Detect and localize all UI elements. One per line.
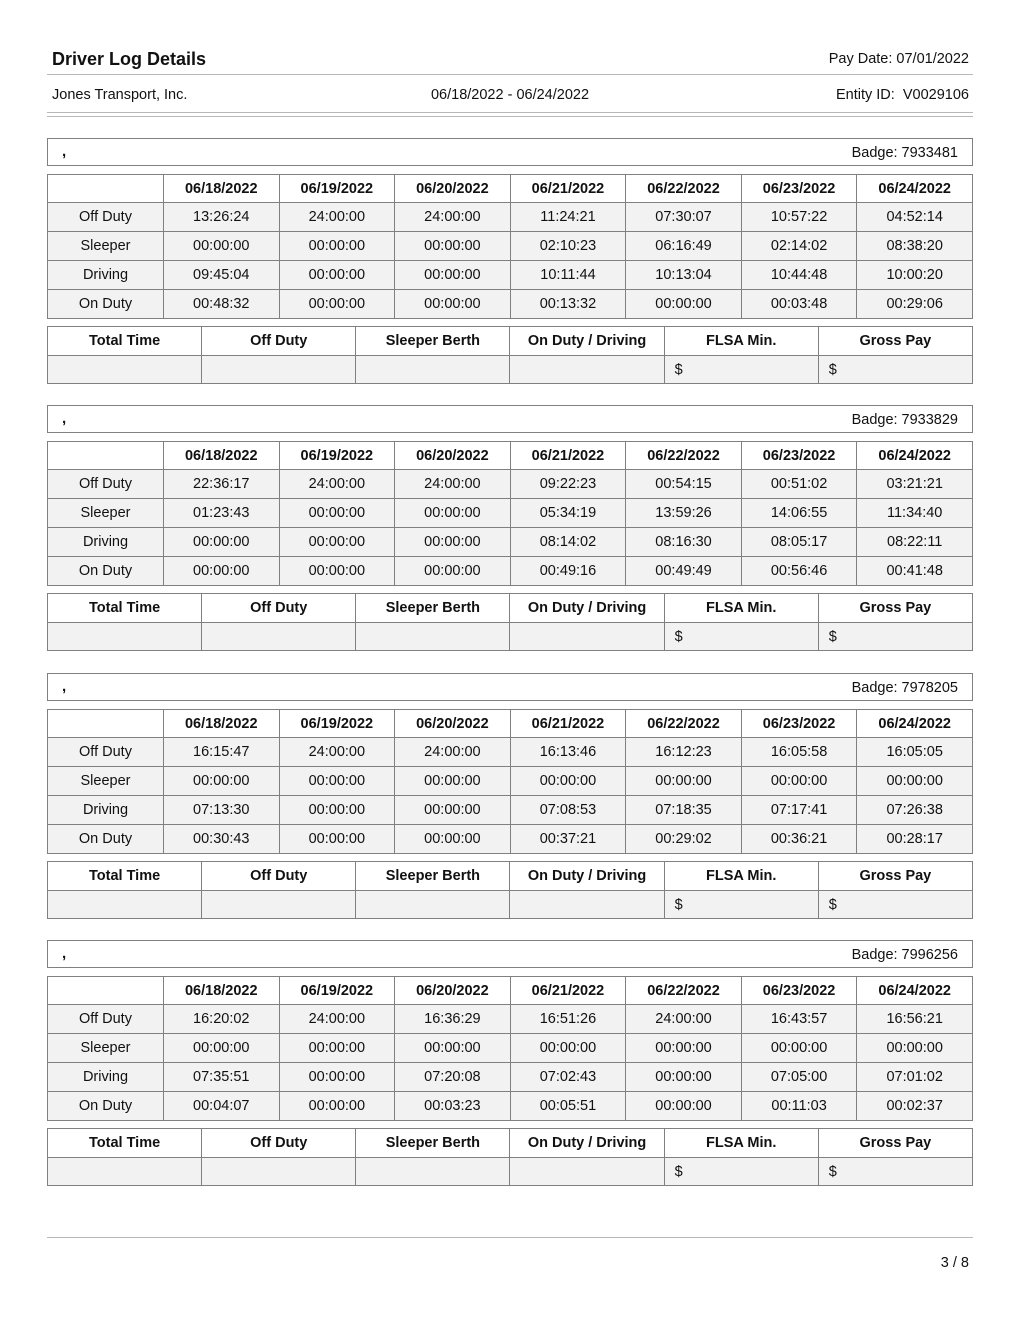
totals-cell: [510, 623, 664, 651]
time-cell: 01:23:43: [164, 499, 280, 528]
duty-status-label: Off Duty: [48, 738, 164, 767]
company-name: Jones Transport, Inc.: [52, 87, 188, 103]
report-subheader: [47, 74, 973, 112]
driver-header: [47, 405, 973, 433]
time-cell: 00:00:00: [857, 767, 973, 796]
pay-date-value: 07/01/2022: [896, 51, 969, 67]
totals-cell: $: [818, 623, 972, 651]
time-cell: 00:13:32: [510, 290, 626, 319]
time-cell: 07:05:00: [741, 1063, 857, 1092]
page-number: 3 / 8: [940, 1255, 969, 1271]
time-cell: 00:02:37: [857, 1092, 973, 1121]
table-row: [48, 1063, 973, 1092]
time-cell: 00:05:51: [510, 1092, 626, 1121]
time-cell: 00:49:16: [510, 557, 626, 586]
totals-header: Total Time: [48, 862, 202, 891]
totals-table: [47, 1128, 973, 1186]
time-cell: 00:00:00: [395, 767, 511, 796]
time-cell: 24:00:00: [395, 738, 511, 767]
totals-header: Gross Pay: [818, 862, 972, 891]
time-cell: 09:45:04: [164, 261, 280, 290]
totals-cell: $: [664, 356, 818, 384]
table-row: [48, 1034, 973, 1063]
totals-cell: [510, 1158, 664, 1186]
table-row: [48, 528, 973, 557]
date-header: 06/24/2022: [857, 977, 973, 1005]
time-cell: 06:16:49: [626, 232, 742, 261]
time-cell: 03:21:21: [857, 470, 973, 499]
table-row: [48, 232, 973, 261]
table-row: [48, 557, 973, 586]
pay-date: [829, 51, 969, 67]
badge-number: 7933829: [901, 412, 958, 428]
time-cell: 00:00:00: [741, 767, 857, 796]
driver-section: [47, 138, 973, 384]
time-cell: 24:00:00: [279, 1005, 395, 1034]
totals-row: [48, 356, 973, 384]
duty-status-label: Off Duty: [48, 203, 164, 232]
driver-header: [47, 673, 973, 701]
time-cell: 00:29:06: [857, 290, 973, 319]
time-cell: 11:24:21: [510, 203, 626, 232]
time-cell: 00:00:00: [626, 1034, 742, 1063]
table-header-row: [48, 175, 973, 203]
time-cell: 07:17:41: [741, 796, 857, 825]
date-header: 06/21/2022: [510, 442, 626, 470]
driver-header: [47, 940, 973, 968]
time-cell: 10:57:22: [741, 203, 857, 232]
totals-header: Off Duty: [202, 1129, 356, 1158]
time-cell: 13:59:26: [626, 499, 742, 528]
time-cell: 07:26:38: [857, 796, 973, 825]
time-cell: 16:43:57: [741, 1005, 857, 1034]
driver-badge: [848, 145, 958, 161]
time-cell: 08:16:30: [626, 528, 742, 557]
header-divider: [47, 112, 973, 113]
time-cell: 00:36:21: [741, 825, 857, 854]
time-cell: 00:00:00: [164, 1034, 280, 1063]
totals-header: Sleeper Berth: [356, 327, 510, 356]
date-header: 06/19/2022: [279, 977, 395, 1005]
badge-label: Badge:: [851, 145, 898, 161]
time-cell: 05:34:19: [510, 499, 626, 528]
time-cell: 00:51:02: [741, 470, 857, 499]
badge-number: 7978205: [901, 680, 958, 696]
time-cell: 10:44:48: [741, 261, 857, 290]
time-cell: 14:06:55: [741, 499, 857, 528]
table-row: [48, 470, 973, 499]
duty-status-label: Driving: [48, 796, 164, 825]
time-cell: 16:36:29: [395, 1005, 511, 1034]
time-cell: 00:00:00: [626, 767, 742, 796]
time-cell: 16:05:58: [741, 738, 857, 767]
time-cell: 00:00:00: [164, 232, 280, 261]
time-cell: 13:26:24: [164, 203, 280, 232]
time-cell: 00:00:00: [279, 290, 395, 319]
driver-badge: [848, 412, 958, 428]
date-header: 06/23/2022: [741, 442, 857, 470]
time-cell: 00:00:00: [279, 232, 395, 261]
date-header: 06/18/2022: [164, 442, 280, 470]
time-cell: 00:28:17: [857, 825, 973, 854]
totals-header-row: [48, 594, 973, 623]
totals-header-row: [48, 1129, 973, 1158]
date-header: 06/19/2022: [279, 175, 395, 203]
duty-status-label: Driving: [48, 528, 164, 557]
totals-cell: [202, 1158, 356, 1186]
duty-status-label: On Duty: [48, 557, 164, 586]
time-cell: 00:00:00: [279, 1092, 395, 1121]
totals-header: Off Duty: [202, 327, 356, 356]
totals-header: On Duty / Driving: [510, 862, 664, 891]
time-cell: 00:29:02: [626, 825, 742, 854]
time-cell: 00:00:00: [279, 261, 395, 290]
time-cell: 00:00:00: [164, 528, 280, 557]
time-cell: 08:05:17: [741, 528, 857, 557]
time-cell: 00:00:00: [279, 1034, 395, 1063]
date-header: 06/22/2022: [626, 442, 742, 470]
time-cell: 00:37:21: [510, 825, 626, 854]
time-cell: 24:00:00: [395, 470, 511, 499]
row-label-header: [48, 710, 164, 738]
time-cell: 11:34:40: [857, 499, 973, 528]
date-header: 06/21/2022: [510, 710, 626, 738]
date-header: 06/23/2022: [741, 175, 857, 203]
totals-header: Off Duty: [202, 862, 356, 891]
totals-cell: [510, 891, 664, 919]
time-cell: 00:00:00: [395, 796, 511, 825]
row-label-header: [48, 977, 164, 1005]
totals-header-row: [48, 862, 973, 891]
time-cell: 00:00:00: [395, 261, 511, 290]
totals-header: On Duty / Driving: [510, 594, 664, 623]
time-cell: 00:00:00: [395, 232, 511, 261]
time-cell: 02:14:02: [741, 232, 857, 261]
totals-cell: $: [664, 891, 818, 919]
time-cell: 00:04:07: [164, 1092, 280, 1121]
date-header: 06/18/2022: [164, 977, 280, 1005]
totals-header: FLSA Min.: [664, 594, 818, 623]
totals-header: Total Time: [48, 327, 202, 356]
time-cell: 24:00:00: [279, 738, 395, 767]
time-cell: 00:00:00: [626, 1063, 742, 1092]
totals-row: [48, 891, 973, 919]
totals-cell: $: [818, 891, 972, 919]
time-cell: 00:00:00: [741, 1034, 857, 1063]
time-cell: 00:00:00: [279, 796, 395, 825]
daily-times-table: [47, 976, 973, 1121]
table-row: [48, 261, 973, 290]
time-cell: 00:00:00: [626, 1092, 742, 1121]
badge-number: 7996256: [901, 947, 958, 963]
table-header-row: [48, 710, 973, 738]
totals-cell: [48, 356, 202, 384]
time-cell: 00:00:00: [395, 290, 511, 319]
duty-status-label: Sleeper: [48, 1034, 164, 1063]
totals-header: Sleeper Berth: [356, 594, 510, 623]
totals-cell: [48, 623, 202, 651]
time-cell: 07:20:08: [395, 1063, 511, 1092]
time-cell: 16:56:21: [857, 1005, 973, 1034]
duty-status-label: On Duty: [48, 825, 164, 854]
driver-section: [47, 673, 973, 919]
totals-cell: $: [664, 623, 818, 651]
table-row: [48, 796, 973, 825]
totals-cell: [202, 356, 356, 384]
time-cell: 00:00:00: [395, 528, 511, 557]
date-header: 06/24/2022: [857, 175, 973, 203]
daily-times-table: [47, 174, 973, 319]
time-cell: 04:52:14: [857, 203, 973, 232]
totals-header: FLSA Min.: [664, 862, 818, 891]
totals-header: On Duty / Driving: [510, 1129, 664, 1158]
footer-divider: [47, 1237, 973, 1238]
time-cell: 07:08:53: [510, 796, 626, 825]
table-row: [48, 1092, 973, 1121]
time-cell: 07:18:35: [626, 796, 742, 825]
totals-table: [47, 593, 973, 651]
totals-cell: [202, 891, 356, 919]
header-divider: [47, 116, 973, 117]
driver-section: [47, 940, 973, 1186]
time-cell: 24:00:00: [279, 203, 395, 232]
date-header: 06/21/2022: [510, 977, 626, 1005]
time-cell: 24:00:00: [279, 470, 395, 499]
duty-status-label: Sleeper: [48, 767, 164, 796]
time-cell: 00:00:00: [395, 1034, 511, 1063]
time-cell: 00:48:32: [164, 290, 280, 319]
time-cell: 07:13:30: [164, 796, 280, 825]
totals-header: Sleeper Berth: [356, 862, 510, 891]
date-header: 06/20/2022: [395, 977, 511, 1005]
driver-badge: [848, 680, 958, 696]
duty-status-label: Off Duty: [48, 470, 164, 499]
totals-row: [48, 1158, 973, 1186]
time-cell: 00:00:00: [164, 767, 280, 796]
badge-number: 7933481: [901, 145, 958, 161]
time-cell: 09:22:23: [510, 470, 626, 499]
totals-cell: [356, 1158, 510, 1186]
date-header: 06/23/2022: [741, 977, 857, 1005]
totals-header: Total Time: [48, 1129, 202, 1158]
date-header: 06/19/2022: [279, 710, 395, 738]
date-header: 06/20/2022: [395, 175, 511, 203]
totals-header: FLSA Min.: [664, 327, 818, 356]
row-label-header: [48, 175, 164, 203]
table-row: [48, 1005, 973, 1034]
daily-times-table: [47, 441, 973, 586]
totals-header: Total Time: [48, 594, 202, 623]
table-row: [48, 290, 973, 319]
time-cell: 07:30:07: [626, 203, 742, 232]
time-cell: 00:00:00: [626, 290, 742, 319]
totals-cell: [510, 356, 664, 384]
driver-header: [47, 138, 973, 166]
time-cell: 00:03:23: [395, 1092, 511, 1121]
time-cell: 10:13:04: [626, 261, 742, 290]
time-cell: 00:30:43: [164, 825, 280, 854]
time-cell: 16:15:47: [164, 738, 280, 767]
badge-label: Badge:: [851, 680, 898, 696]
totals-cell: [356, 891, 510, 919]
time-cell: 22:36:17: [164, 470, 280, 499]
table-header-row: [48, 442, 973, 470]
date-header: 06/22/2022: [626, 175, 742, 203]
time-cell: 00:56:46: [741, 557, 857, 586]
driver-badge: [848, 947, 958, 963]
totals-cell: [202, 623, 356, 651]
duty-status-label: Off Duty: [48, 1005, 164, 1034]
time-cell: 07:01:02: [857, 1063, 973, 1092]
time-cell: 08:22:11: [857, 528, 973, 557]
totals-cell: [48, 891, 202, 919]
date-header: 06/20/2022: [395, 710, 511, 738]
totals-table: [47, 326, 973, 384]
time-cell: 00:49:49: [626, 557, 742, 586]
time-cell: 16:51:26: [510, 1005, 626, 1034]
duty-status-label: Driving: [48, 1063, 164, 1092]
time-cell: 00:54:15: [626, 470, 742, 499]
time-cell: 24:00:00: [395, 203, 511, 232]
totals-header: FLSA Min.: [664, 1129, 818, 1158]
badge-label: Badge:: [851, 947, 898, 963]
time-cell: 00:00:00: [279, 499, 395, 528]
time-cell: 16:05:05: [857, 738, 973, 767]
totals-cell: [356, 356, 510, 384]
entity-id: [836, 87, 969, 103]
date-header: 06/22/2022: [626, 710, 742, 738]
driver-name: ,: [62, 143, 67, 160]
table-header-row: [48, 977, 973, 1005]
daily-times-table: [47, 709, 973, 854]
date-header: 06/19/2022: [279, 442, 395, 470]
pay-date-label: Pay Date:: [828, 51, 893, 67]
totals-header: On Duty / Driving: [510, 327, 664, 356]
time-cell: 10:00:20: [857, 261, 973, 290]
entity-id-value: V0029106: [902, 87, 969, 103]
duty-status-label: Driving: [48, 261, 164, 290]
time-cell: 00:00:00: [395, 499, 511, 528]
entity-id-label: Entity ID:: [835, 87, 895, 103]
time-cell: 00:00:00: [164, 557, 280, 586]
time-cell: 16:20:02: [164, 1005, 280, 1034]
time-cell: 02:10:23: [510, 232, 626, 261]
row-label-header: [48, 442, 164, 470]
totals-header: Gross Pay: [818, 327, 972, 356]
date-header: 06/22/2022: [626, 977, 742, 1005]
time-cell: 08:38:20: [857, 232, 973, 261]
time-cell: 00:00:00: [395, 557, 511, 586]
totals-row: [48, 623, 973, 651]
totals-header-row: [48, 327, 973, 356]
date-header: 06/18/2022: [164, 710, 280, 738]
table-row: [48, 499, 973, 528]
time-cell: 00:41:48: [857, 557, 973, 586]
time-cell: 16:12:23: [626, 738, 742, 767]
time-cell: 00:00:00: [510, 1034, 626, 1063]
time-cell: 00:00:00: [279, 528, 395, 557]
time-cell: 00:00:00: [279, 1063, 395, 1092]
driver-section: [47, 405, 973, 651]
totals-cell: $: [818, 356, 972, 384]
duty-status-label: Sleeper: [48, 499, 164, 528]
date-header: 06/24/2022: [857, 442, 973, 470]
totals-cell: [48, 1158, 202, 1186]
time-cell: 07:02:43: [510, 1063, 626, 1092]
pay-period: 06/18/2022 - 06/24/2022: [430, 87, 590, 103]
time-cell: 00:00:00: [279, 825, 395, 854]
time-cell: 00:00:00: [857, 1034, 973, 1063]
date-header: 06/24/2022: [857, 710, 973, 738]
date-header: 06/21/2022: [510, 175, 626, 203]
badge-label: Badge:: [851, 412, 898, 428]
duty-status-label: On Duty: [48, 290, 164, 319]
driver-name: ,: [62, 678, 67, 695]
time-cell: 00:03:48: [741, 290, 857, 319]
time-cell: 10:11:44: [510, 261, 626, 290]
totals-table: [47, 861, 973, 919]
time-cell: 00:11:03: [741, 1092, 857, 1121]
report-header: [47, 46, 973, 75]
totals-cell: $: [818, 1158, 972, 1186]
document-title: Driver Log Details: [52, 49, 207, 69]
time-cell: 00:00:00: [510, 767, 626, 796]
date-header: 06/23/2022: [741, 710, 857, 738]
table-row: [48, 825, 973, 854]
totals-cell: [356, 623, 510, 651]
table-row: [48, 203, 973, 232]
date-header: 06/20/2022: [395, 442, 511, 470]
date-header: 06/18/2022: [164, 175, 280, 203]
totals-header: Gross Pay: [818, 594, 972, 623]
time-cell: 07:35:51: [164, 1063, 280, 1092]
time-cell: 00:00:00: [279, 557, 395, 586]
time-cell: 24:00:00: [626, 1005, 742, 1034]
time-cell: 00:00:00: [395, 825, 511, 854]
time-cell: 08:14:02: [510, 528, 626, 557]
duty-status-label: Sleeper: [48, 232, 164, 261]
totals-header: Off Duty: [202, 594, 356, 623]
totals-cell: $: [664, 1158, 818, 1186]
duty-status-label: On Duty: [48, 1092, 164, 1121]
time-cell: 00:00:00: [279, 767, 395, 796]
table-row: [48, 767, 973, 796]
driver-name: ,: [62, 410, 67, 427]
totals-header: Gross Pay: [818, 1129, 972, 1158]
totals-header: Sleeper Berth: [356, 1129, 510, 1158]
table-row: [48, 738, 973, 767]
driver-name: ,: [62, 945, 67, 962]
time-cell: 16:13:46: [510, 738, 626, 767]
